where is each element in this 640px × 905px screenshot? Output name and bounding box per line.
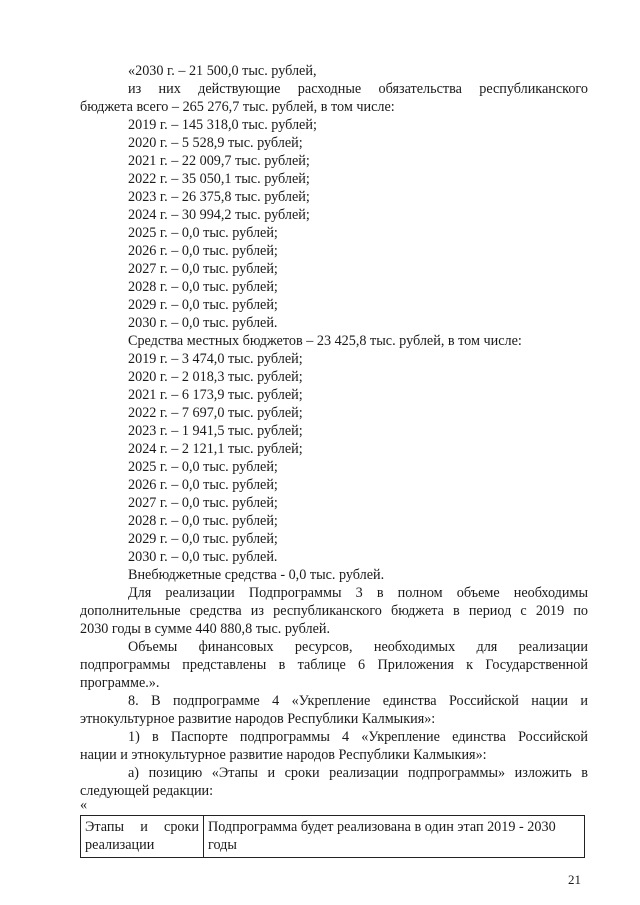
extrabudget-line: Внебюджетные средства - 0,0 тыс. рублей. <box>128 567 385 583</box>
republic-budget-year-line: 2023 г. – 26 375,8 тыс. рублей; <box>128 189 310 205</box>
paragraph-line: 2030 годы в сумме 440 880,8 тыс. рублей. <box>80 621 331 637</box>
paragraph-line: дополнительные средства из республиканского бюджета в период с 2019 по <box>80 603 588 619</box>
local-budget-year-line: 2027 г. – 0,0 тыс. рублей; <box>128 495 278 511</box>
paragraph-line: подпрограммы представлены в таблице 6 Приложения к Государственной <box>80 657 588 673</box>
local-budget-year-line: 2026 г. – 0,0 тыс. рублей; <box>128 477 278 493</box>
paragraph-line: 8. В подпрограмме 4 «Укрепление единства Российской нации и <box>128 693 588 709</box>
local-budget-year-line: 2023 г. – 1 941,5 тыс. рублей; <box>128 423 303 439</box>
table-label-line: реализации <box>85 837 155 853</box>
republic-budget-year-line: 2019 г. – 145 318,0 тыс. рублей; <box>128 117 317 133</box>
table-label-line: Этапы и сроки <box>85 819 199 835</box>
republic-budget-year-line: 2025 г. – 0,0 тыс. рублей; <box>128 225 278 241</box>
paragraph-line: следующей редакции: <box>80 783 214 799</box>
table-value-line: Подпрограмма будет реализована в один этап 2019 - 2030 <box>208 819 556 835</box>
page-number: 21 <box>568 872 581 887</box>
paragraph-line: программе.». <box>80 675 160 691</box>
local-budget-year-line: 2029 г. – 0,0 тыс. рублей; <box>128 531 278 547</box>
local-budget-year-line: 2019 г. – 3 474,0 тыс. рублей; <box>128 351 303 367</box>
republic-budget-year-line: 2022 г. – 35 050,1 тыс. рублей; <box>128 171 310 187</box>
text-line: бюджета всего – 265 276,7 тыс. рублей, в том числе: <box>80 99 395 115</box>
republic-budget-year-line: 2024 г. – 30 994,2 тыс. рублей; <box>128 207 310 223</box>
local-budget-year-line: 2022 г. – 7 697,0 тыс. рублей; <box>128 405 303 421</box>
table-value-line: годы <box>208 837 237 853</box>
local-budget-year-line: 2030 г. – 0,0 тыс. рублей. <box>128 549 278 565</box>
text-line: из них действующие расходные обязательства республиканского <box>128 81 588 97</box>
republic-budget-year-line: 2030 г. – 0,0 тыс. рублей. <box>128 315 278 331</box>
paragraph-line: нации и этнокультурное развитие народов Республики Калмыкия»: <box>80 747 487 763</box>
paragraph-line: 1) в Паспорте подпрограммы 4 «Укрепление единства Российской <box>128 729 588 745</box>
stages-table <box>80 815 585 858</box>
local-budget-year-line: 2024 г. – 2 121,1 тыс. рублей; <box>128 441 303 457</box>
local-budget-year-line: 2028 г. – 0,0 тыс. рублей; <box>128 513 278 529</box>
republic-budget-year-line: 2021 г. – 22 009,7 тыс. рублей; <box>128 153 310 169</box>
local-budget-year-line: 2021 г. – 6 173,9 тыс. рублей; <box>128 387 303 403</box>
text-line: «2030 г. – 21 500,0 тыс. рублей, <box>128 63 317 79</box>
paragraph-line: Объемы финансовых ресурсов, необходимых для реализации <box>128 639 588 655</box>
republic-budget-year-line: 2020 г. – 5 528,9 тыс. рублей; <box>128 135 303 151</box>
republic-budget-year-line: 2028 г. – 0,0 тыс. рублей; <box>128 279 278 295</box>
paragraph-line: а) позицию «Этапы и сроки реализации подпрограммы» изложить в <box>128 765 588 781</box>
local-budget-year-line: 2025 г. – 0,0 тыс. рублей; <box>128 459 278 475</box>
republic-budget-year-line: 2026 г. – 0,0 тыс. рублей; <box>128 243 278 259</box>
local-budget-heading: Средства местных бюджетов – 23 425,8 тыс. рублей, в том числе: <box>128 333 522 349</box>
republic-budget-year-line: 2027 г. – 0,0 тыс. рублей; <box>128 261 278 277</box>
republic-budget-year-line: 2029 г. – 0,0 тыс. рублей; <box>128 297 278 313</box>
paragraph-line: Для реализации Подпрограммы 3 в полном объеме необходимы <box>128 585 588 601</box>
table-value-cell <box>204 816 585 858</box>
table-label-cell <box>81 816 204 858</box>
paragraph-line: этнокультурное развитие народов Республики Калмыкия»: <box>80 711 436 727</box>
local-budget-year-line: 2020 г. – 2 018,3 тыс. рублей; <box>128 369 303 385</box>
opening-quote: « <box>80 797 88 813</box>
table-row <box>81 816 585 858</box>
